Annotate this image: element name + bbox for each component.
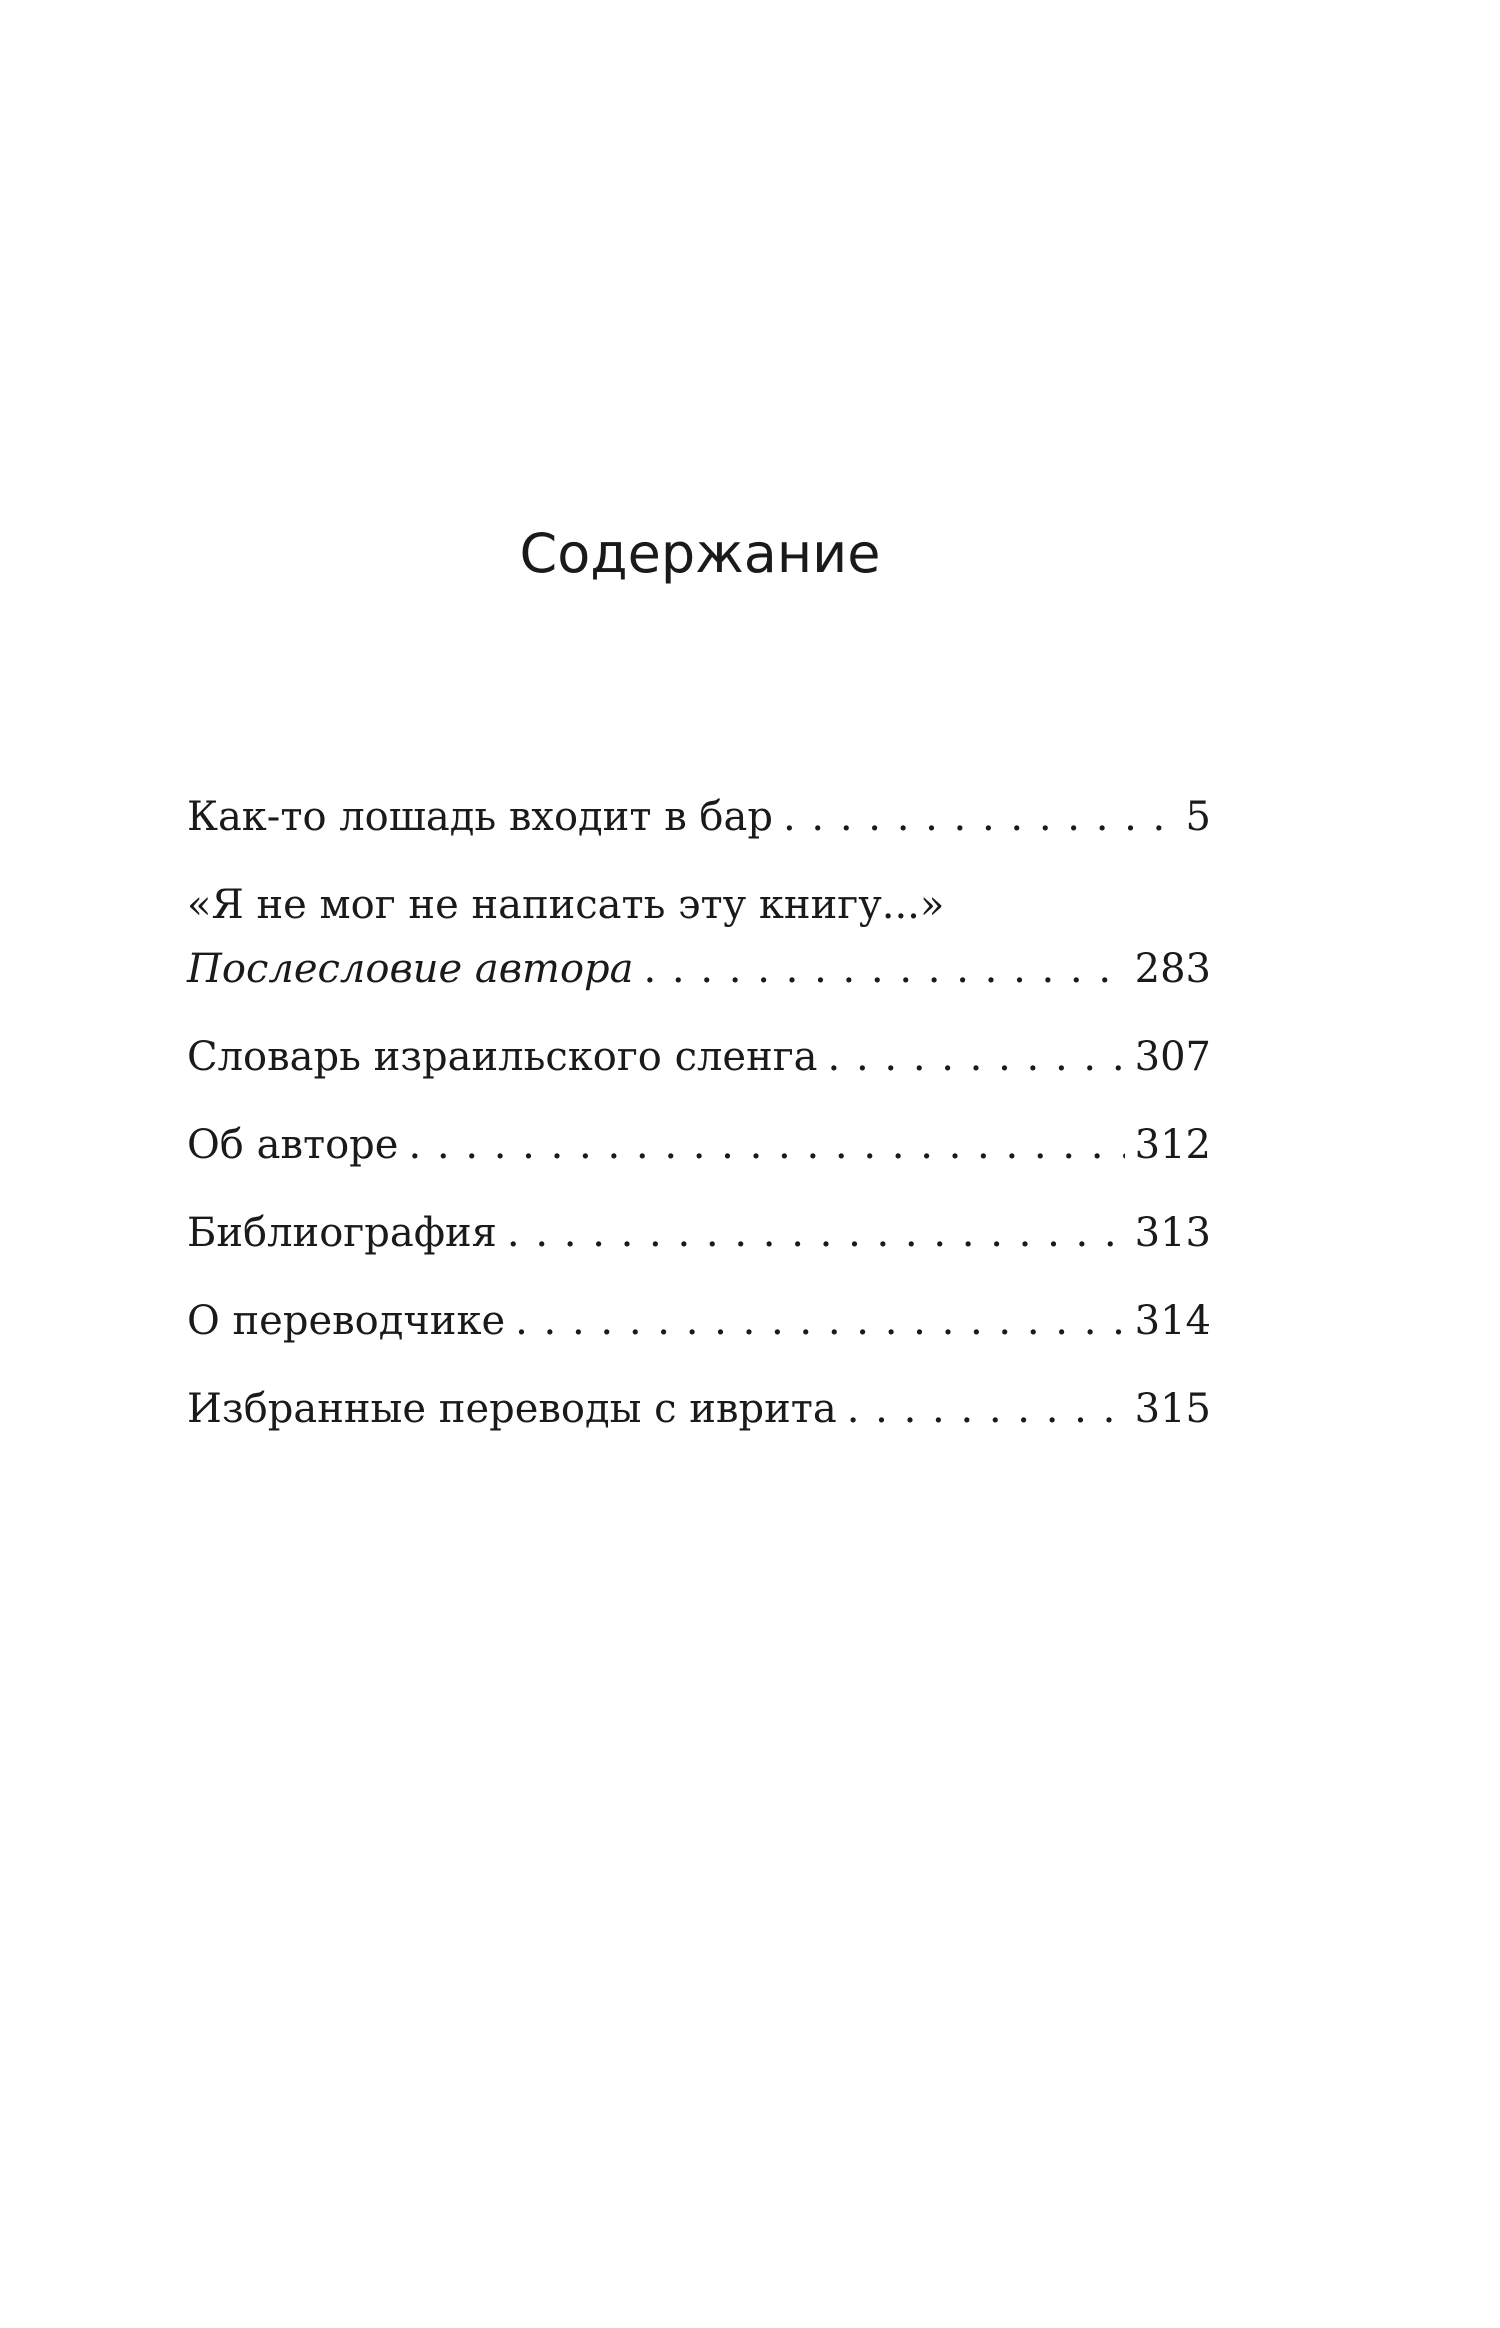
toc-entry-title: Об авторе — [187, 1122, 399, 1168]
toc-row — [187, 1289, 1211, 1353]
toc-entry-title: О переводчике — [187, 1298, 506, 1344]
toc-entry[interactable] — [187, 1113, 1211, 1177]
toc-entry-page: 307 — [1134, 1034, 1211, 1080]
toc-row — [187, 1113, 1211, 1177]
toc-entry-page: 5 — [1185, 794, 1211, 840]
toc-entry[interactable] — [187, 873, 1211, 1001]
toc-row — [187, 937, 1211, 1001]
toc-entry-page: 314 — [1134, 1298, 1211, 1344]
dot-leader — [828, 1025, 1125, 1089]
toc-entry[interactable] — [187, 1025, 1211, 1089]
dot-leader — [643, 937, 1124, 1001]
toc-entry-page: 315 — [1134, 1386, 1211, 1432]
toc-entry-page: 313 — [1134, 1210, 1211, 1256]
toc-entry[interactable] — [187, 1201, 1211, 1265]
toc-row — [187, 1201, 1211, 1265]
toc-entry-title: Словарь израильского сленга — [187, 1034, 818, 1080]
toc-entry-title: Библиография — [187, 1210, 497, 1256]
toc-entry[interactable] — [187, 785, 1211, 849]
page-title: Содержание — [519, 522, 881, 585]
toc-row — [187, 785, 1211, 849]
toc-entry-title: Как-то лошадь входит в бар — [187, 794, 773, 840]
toc-row — [187, 1025, 1211, 1089]
toc-entry[interactable] — [187, 1289, 1211, 1353]
toc-entry[interactable] — [187, 1377, 1211, 1441]
toc-entry-page: 312 — [1134, 1122, 1211, 1168]
toc-row — [187, 1377, 1211, 1441]
table-of-contents — [187, 785, 1211, 1465]
toc-entry-page: 283 — [1134, 946, 1211, 992]
dot-leader — [783, 785, 1176, 849]
toc-entry-title: Избранные переводы с иврита — [187, 1386, 837, 1432]
dot-leader — [515, 1289, 1125, 1353]
toc-entry-pre-line: «Я не мог не написать эту книгу...» — [187, 882, 945, 928]
dot-leader — [847, 1377, 1125, 1441]
toc-entry-title: Послесловие автора — [187, 946, 634, 992]
dot-leader — [408, 1113, 1124, 1177]
dot-leader — [507, 1201, 1125, 1265]
